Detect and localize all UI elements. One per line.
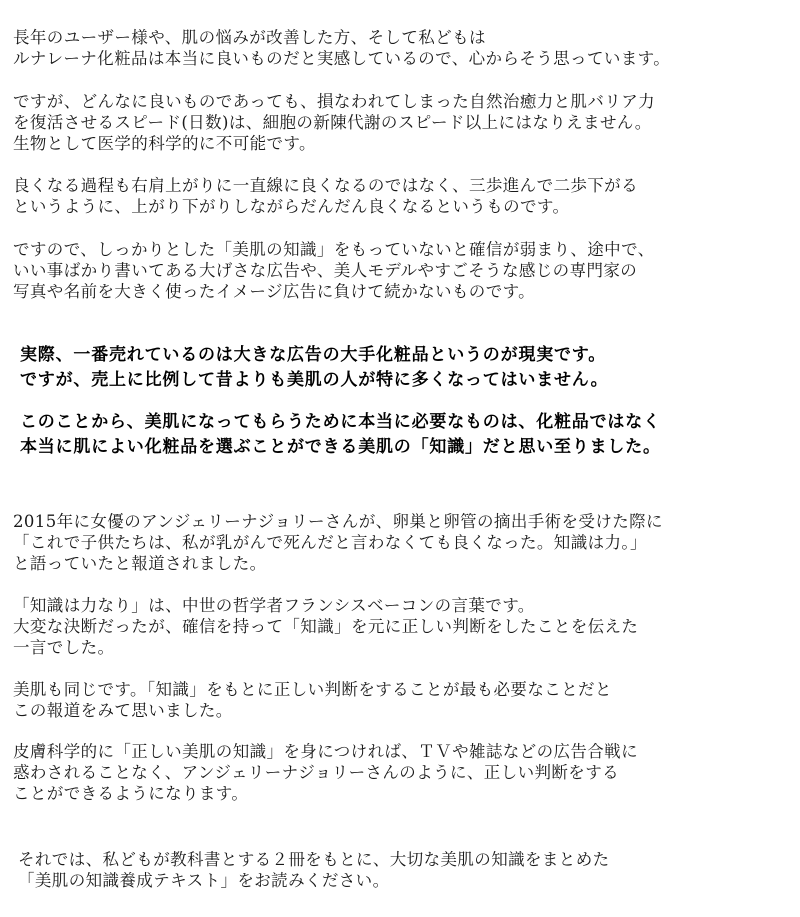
paragraph-angelina-jolie <box>13 511 663 574</box>
paragraph-emphasis-reality <box>20 343 608 393</box>
paragraph-intro <box>13 27 670 69</box>
paragraph-closing <box>18 849 610 891</box>
text-line: 皮膚科学的に「正しい美肌の知識」を身につければ、ＴＶや雑誌などの広告合戦に <box>13 742 638 761</box>
text-line: 良くなる過程も右肩上がりに一直線に良くなるのではなく、三歩進んで二歩下がる <box>13 176 638 195</box>
text-line: 生物として医学的科学的に不可能です。 <box>13 134 316 153</box>
text-line: それでは、私どもが教科書とする２冊をもとに、大切な美肌の知識をまとめた <box>18 850 610 869</box>
text-line: 「知識は力なり」は、中世の哲学者フランシスベーコンの言葉です。 <box>13 596 535 615</box>
text-line: 2015年に女優のアンジェリーナジョリーさんが、卵巣と卵管の摘出手術を受けた際に <box>13 512 663 531</box>
text-line: ですが、売上に比例して昔よりも美肌の人が特に多くなってはいません。 <box>20 370 609 390</box>
text-line: 惑わされることなく、アンジェリーナジョリーさんのように、正しい判断をする <box>13 763 620 782</box>
text-line: 「美肌の知識養成テキスト」をお読みください。 <box>18 871 390 890</box>
text-line: 写真や名前を大きく使ったイメージ広告に負けて続かないものです。 <box>13 282 536 301</box>
text-line: 一言でした。 <box>13 638 115 657</box>
text-line: 「これで子供たちは、私が乳がんで死んだと言わなくても良くなった。知識は力。」 <box>13 533 647 552</box>
paragraph-emphasis-conclusion <box>20 410 661 460</box>
paragraph-dermatology-knowledge <box>13 741 638 804</box>
text-line: 美肌も同じです。「知識」をもとに正しい判断をすることが最も必要なことだと <box>13 680 612 699</box>
text-line: このことから、美肌になってもらうために本当に必要なものは、化粧品ではなく <box>20 412 661 432</box>
text-line: ですので、しっかりとした「美肌の知識」をもっていないと確信が弱まり、途中で、 <box>13 240 655 259</box>
paragraph-knowledge-needed <box>13 239 655 302</box>
paragraph-healing-speed <box>13 91 655 154</box>
text-line: いい事ばかり書いてある大げさな広告や、美人モデルやすごそうな感じの専門家の <box>13 261 638 280</box>
text-line: 長年のユーザー様や、肌の悩みが改善した方、そして私どもは <box>13 28 486 47</box>
text-line: ですが、どんなに良いものであっても、損なわれてしまった自然治癒力と肌バリア力 <box>13 92 656 111</box>
text-line: を復活させるスピード(日数)は、細胞の新陳代謝のスピード以上にはなりえません。 <box>13 113 652 132</box>
paragraph-improvement-process <box>13 175 638 217</box>
text-line: 大変な決断だったが、確信を持って「知識」を元に正しい判断をしたことを伝えた <box>13 617 639 636</box>
text-line: というように、上がり下がりしながらだんだん良くなるというものです。 <box>13 197 570 216</box>
text-line: 実際、一番売れているのは大きな広告の大手化粧品というのが現実です。 <box>20 345 607 365</box>
text-line: と語っていたと報道されました。 <box>13 554 267 573</box>
text-line: ルナレーナ化粧品は本当に良いものだと実感しているので、心からそう思っています。 <box>13 49 671 68</box>
text-line: この報道をみて思いました。 <box>13 701 233 720</box>
text-line: 本当に肌によい化粧品を選ぶことができる美肌の「知識」だと思い至りました。 <box>20 437 661 457</box>
text-line: ことができるようになります。 <box>13 784 249 803</box>
paragraph-francis-bacon <box>13 595 638 658</box>
paragraph-same-for-skin <box>13 679 612 721</box>
